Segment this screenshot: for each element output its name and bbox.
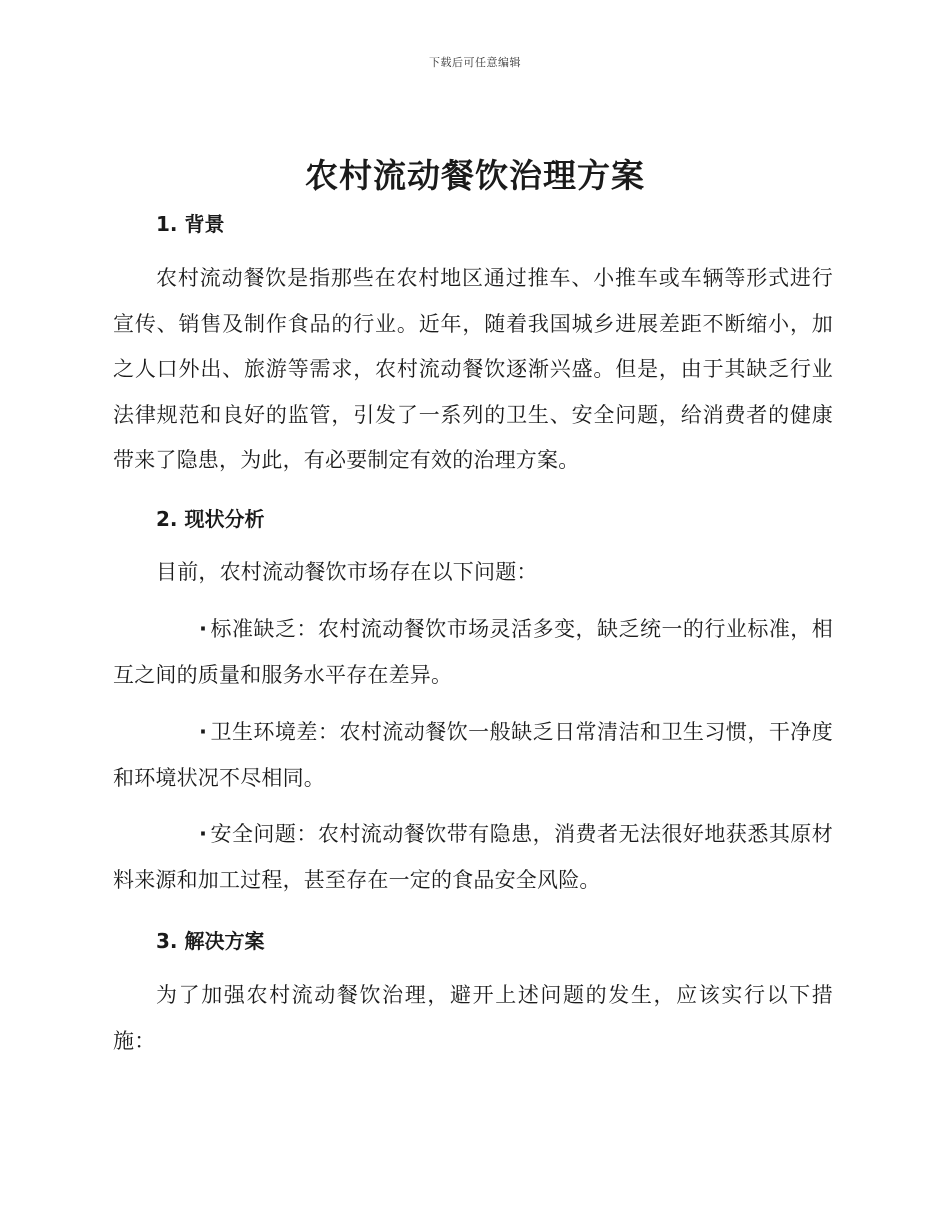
bullet-item-safety — [113, 812, 833, 903]
background-paragraph: 农村流动餐饮是指那些在农村地区通过推车、小推车或车辆等形式进行宣传、销售及制作食品的行业。近年，随着我国城乡进展差距不断缩小，加之人口外出、旅游等需求，农村流动餐饮逐渐兴盛。但是，由于其缺乏行业法律规范和良好的监管，引发了一系列的卫生、安全问题，给消费者的健康带来了隐患，为此，有必要制定有效的治理方案。 — [113, 266, 833, 472]
bullet-item-standards — [113, 607, 833, 698]
solutions-intro: 为了加强农村流动餐饮治理，避开上述问题的发生，应该实行以下措施： — [113, 983, 833, 1053]
page-header-note: 下载后可任意编辑 — [429, 56, 521, 69]
bullet-dot: · — [199, 617, 208, 641]
section-heading-analysis: 2. 现状分析 — [156, 507, 265, 531]
document-title: 农村流动餐饮治理方案 — [305, 156, 645, 195]
bullet-dot: · — [199, 720, 208, 744]
bullet-text: 标准缺乏：农村流动餐饮市场灵活多变，缺乏统一的行业标准，相互之间的质量和服务水平存在差异。 — [113, 617, 833, 687]
section-heading-solutions: 3. 解决方案 — [156, 929, 265, 953]
bullet-item-hygiene — [113, 710, 833, 801]
bullet-dot: · — [199, 822, 208, 846]
analysis-intro: 目前，农村流动餐饮市场存在以下问题： — [156, 560, 538, 584]
section-heading-background: 1. 背景 — [156, 212, 225, 236]
bullet-text: 卫生环境差：农村流动餐饮一般缺乏日常清洁和卫生习惯，干净度和环境状况不尽相同。 — [113, 720, 833, 790]
bullet-text: 安全问题：农村流动餐饮带有隐患，消费者无法很好地获悉其原材料来源和加工过程，甚至存在一定的食品安全风险。 — [113, 822, 833, 892]
